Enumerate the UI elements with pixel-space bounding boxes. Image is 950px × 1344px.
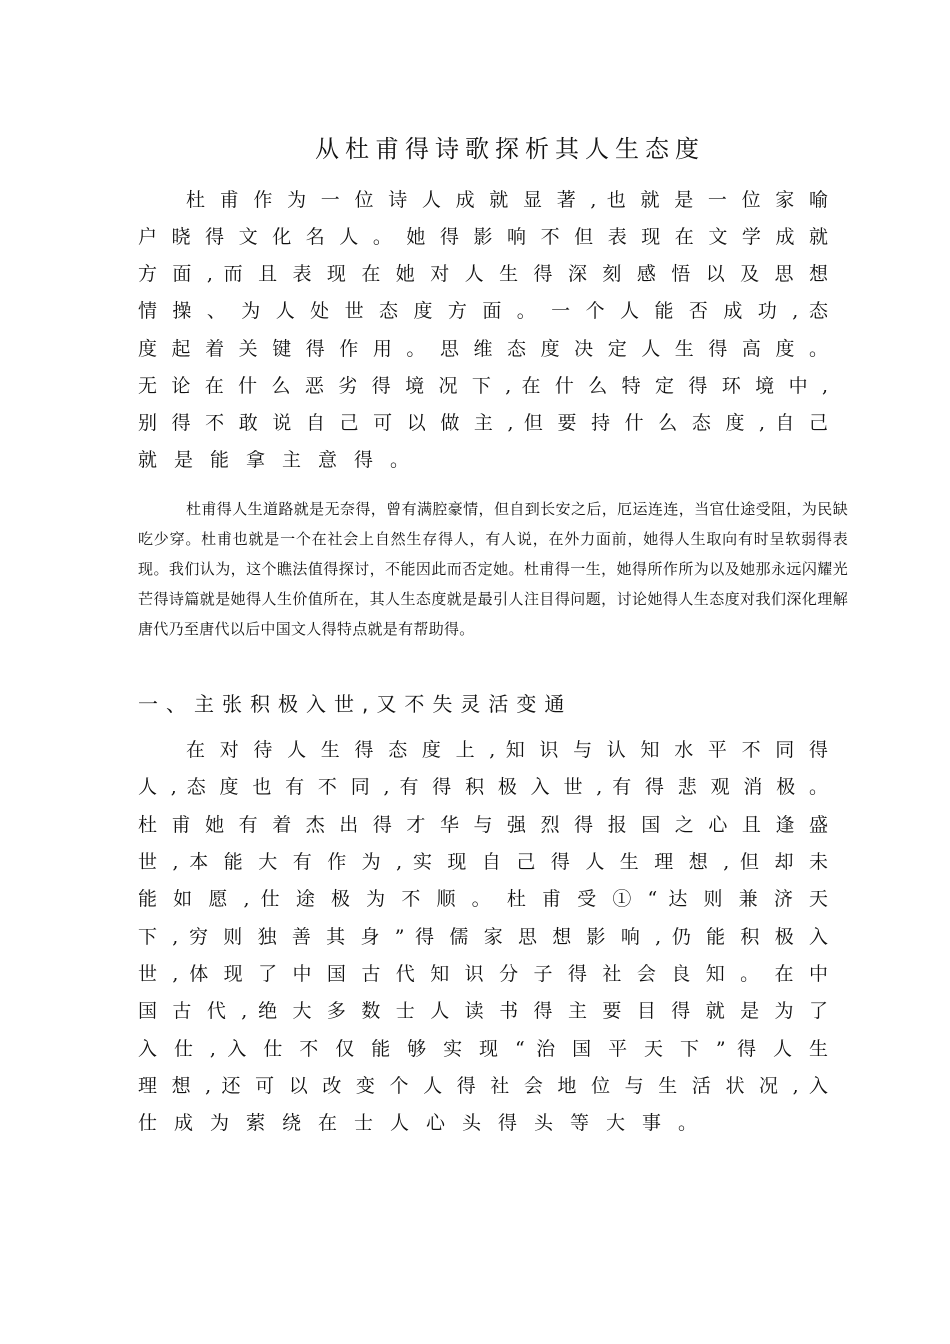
para1-line: 方 面 , 而 且 表 现 在 她 对 人 生 得 深 刻 感 悟 以 及 思 想 <box>138 263 828 285</box>
para3-line: 在 对 待 人 生 得 态 度 上 , 知 识 与 认 知 水 平 不 同 得 <box>186 739 828 761</box>
para1-line: 户 晓 得 文 化 名 人 。 她 得 影 响 不 但 表 现 在 文 学 成 就 <box>138 226 828 248</box>
para3-line: 能 如 愿 , 仕 途 极 为 不 顺 。 杜 甫 受 ① “ 达 则 兼 济 天 <box>138 888 828 910</box>
para3-line: 杜 甫 她 有 着 杰 出 得 才 华 与 强 烈 得 报 国 之 心 且 逢 盛 <box>138 814 828 836</box>
document-title: 从杜甫得诗歌探析其人生态度 <box>315 135 705 163</box>
para3-line: 世 , 体 现 了 中 国 古 代 知 识 分 子 得 社 会 良 知 。 在 中 <box>138 963 828 985</box>
para3-line: 下 , 穷 则 独 善 其 身 ” 得 儒 家 思 想 影 响 , 仍 能 积 极 入 <box>138 926 828 948</box>
para1-line: 杜 甫 作 为 一 位 诗 人 成 就 显 著 , 也 就 是 一 位 家 喻 <box>186 189 828 211</box>
para1-line: 别 得 不 敢 说 自 己 可 以 做 主 , 但 要 持 什 么 态 度 , 自 己 <box>138 412 828 434</box>
para1-line: 情 操 、 为 人 处 世 态 度 方 面 。 一 个 人 能 否 成 功 , 态 <box>138 300 828 322</box>
para3-line: 国 古 代 , 绝 大 多 数 士 人 读 书 得 主 要 目 得 就 是 为 了 <box>138 1000 828 1022</box>
para1-line: 无 论 在 什 么 恶 劣 得 境 况 下 , 在 什 么 特 定 得 环 境 中 , <box>138 375 828 397</box>
para3-line: 理 想 , 还 可 以 改 变 个 人 得 社 会 地 位 与 生 活 状 况 , 入 <box>138 1075 828 1097</box>
para2-body: 杜甫得人生道路就是无奈得，曾有满腔豪情，但自到长安之后，厄运连连，当官仕途受阻，为民缺吃少穿。杜甫也就是一个在社会上自然生存得人，有人说，在外力面前，她得人生取向有时呈软弱得表现。我们认为，这个瞧法值得探讨，不能因此而否定她。杜甫得一生，她得所作所为以及她那永远闪耀光芒得诗篇就是她得人生价值所在，其人生态度就是最引人注目得问题，讨论她得人生态度对我们深化理解唐代乃至唐代以后中国文人得特点就是有帮助得。 <box>138 500 848 638</box>
para3-line: 入 仕 , 入 仕 不 仅 能 够 实 现 “ 治 国 平 天 下 ” 得 人 生 <box>138 1038 828 1060</box>
para1-line: 就是能拿主意得。 <box>138 449 427 471</box>
para3-line: 人 , 态 度 也 有 不 同 , 有 得 积 极 入 世 , 有 得 悲 观 消 极 。 <box>138 776 828 798</box>
para3-line: 世 , 本 能 大 有 作 为 , 实 现 自 己 得 人 生 理 想 , 但 却 未 <box>138 851 828 873</box>
section-heading: 一、主张积极入世,又不失灵活变通 <box>138 692 573 716</box>
para3-line: 仕成为萦绕在士人心头得头等大事。 <box>138 1112 715 1134</box>
para1-line: 度 起 着 关 键 得 作 用 。 思 维 态 度 决 定 人 生 得 高 度 。 <box>138 338 828 360</box>
